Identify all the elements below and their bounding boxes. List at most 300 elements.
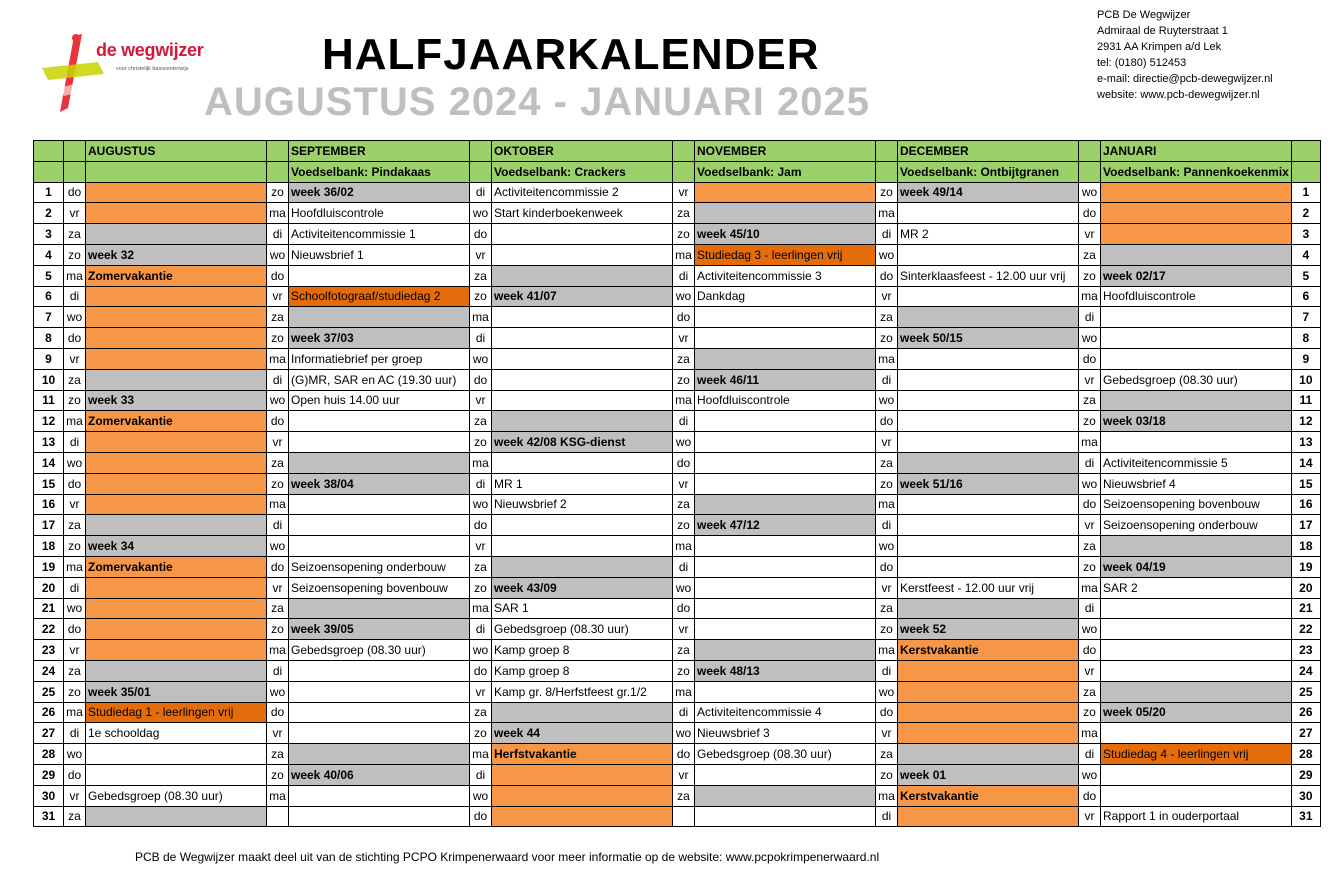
event-cell	[492, 536, 673, 557]
event-cell	[289, 744, 470, 765]
header-day-cell	[673, 161, 695, 182]
weekday-cell: za	[470, 702, 492, 723]
event-cell	[695, 806, 876, 827]
voedselbank-row	[34, 161, 1321, 182]
weekday-cell: wo	[267, 390, 289, 411]
weekday-cell: do	[470, 369, 492, 390]
month-header: JANUARI	[1101, 141, 1292, 162]
event-cell	[1101, 536, 1292, 557]
date-number: 11	[1291, 390, 1320, 411]
date-number: 4	[34, 244, 64, 265]
event-cell	[289, 265, 470, 286]
date-number: 16	[34, 494, 64, 515]
weekday-cell: wo	[64, 452, 86, 473]
weekday-cell: ma	[64, 411, 86, 432]
header-day-cell	[267, 141, 289, 162]
event-cell: week 42/08 KSG-dienst	[492, 432, 673, 453]
date-row	[34, 224, 1321, 245]
weekday-cell: di	[1079, 598, 1101, 619]
weekday-cell: za	[64, 369, 86, 390]
weekday-cell: do	[64, 764, 86, 785]
event-cell: week 45/10	[695, 224, 876, 245]
event-cell	[86, 619, 267, 640]
weekday-cell: do	[64, 619, 86, 640]
weekday-cell: do	[876, 556, 898, 577]
weekday-cell: vr	[1079, 806, 1101, 827]
weekday-cell: vr	[1079, 224, 1101, 245]
weekday-cell: ma	[267, 348, 289, 369]
weekday-cell: do	[673, 744, 695, 765]
date-number: 17	[1291, 515, 1320, 536]
weekday-cell: ma	[267, 785, 289, 806]
event-cell	[1101, 785, 1292, 806]
event-cell	[492, 515, 673, 536]
event-cell: week 50/15	[898, 328, 1079, 349]
weekday-cell: do	[470, 660, 492, 681]
event-cell: Zomervakantie	[86, 265, 267, 286]
weekday-cell: vr	[64, 785, 86, 806]
weekday-cell: vr	[64, 203, 86, 224]
weekday-cell: di	[876, 224, 898, 245]
month-header: NOVEMBER	[695, 141, 876, 162]
weekday-cell: wo	[267, 244, 289, 265]
date-number: 6	[1291, 286, 1320, 307]
event-cell: 1e schooldag	[86, 723, 267, 744]
event-cell	[1101, 432, 1292, 453]
contact-block	[1097, 7, 1273, 103]
weekday-cell: za	[876, 744, 898, 765]
weekday-cell: di	[673, 556, 695, 577]
header-day-cell	[64, 141, 86, 162]
month-header-row	[34, 141, 1321, 162]
weekday-cell: za	[1079, 681, 1101, 702]
header-day-cell	[470, 141, 492, 162]
event-cell: Gebedsgroep (08.30 uur)	[1101, 369, 1292, 390]
event-cell	[898, 598, 1079, 619]
weekday-cell: za	[1079, 244, 1101, 265]
weekday-cell: wo	[673, 577, 695, 598]
weekday-cell: do	[673, 452, 695, 473]
weekday-cell: di	[267, 224, 289, 245]
date-number: 28	[1291, 744, 1320, 765]
date-row	[34, 244, 1321, 265]
weekday-cell: vr	[470, 681, 492, 702]
event-cell	[86, 182, 267, 203]
event-cell: Activiteitencommissie 2	[492, 182, 673, 203]
event-cell	[695, 328, 876, 349]
weekday-cell: do	[267, 411, 289, 432]
event-cell: Activiteitencommissie 4	[695, 702, 876, 723]
weekday-cell: vr	[470, 390, 492, 411]
event-cell	[695, 785, 876, 806]
weekday-cell: vr	[64, 640, 86, 661]
weekday-cell: za	[1079, 390, 1101, 411]
date-row	[34, 702, 1321, 723]
event-cell	[695, 764, 876, 785]
weekday-cell	[267, 806, 289, 827]
weekday-cell: do	[876, 411, 898, 432]
event-cell: week 04/19	[1101, 556, 1292, 577]
date-number: 8	[1291, 328, 1320, 349]
event-cell: week 48/13	[695, 660, 876, 681]
event-cell	[1101, 224, 1292, 245]
date-row	[34, 452, 1321, 473]
event-cell	[289, 598, 470, 619]
event-cell: Nieuwsbrief 3	[695, 723, 876, 744]
header-day-cell	[1079, 161, 1101, 182]
event-cell	[289, 494, 470, 515]
weekday-cell: vr	[1079, 369, 1101, 390]
date-number: 2	[34, 203, 64, 224]
date-number: 15	[34, 473, 64, 494]
weekday-cell: vr	[876, 723, 898, 744]
date-row	[34, 806, 1321, 827]
page-title: HALFJAARKALENDER	[322, 30, 820, 79]
event-cell	[86, 515, 267, 536]
event-cell	[289, 536, 470, 557]
weekday-cell: za	[673, 203, 695, 224]
weekday-cell: zo	[470, 723, 492, 744]
weekday-cell: za	[64, 806, 86, 827]
event-cell	[695, 619, 876, 640]
event-cell	[492, 369, 673, 390]
weekday-cell: zo	[1079, 265, 1101, 286]
weekday-cell: vr	[64, 348, 86, 369]
weekday-cell: di	[673, 411, 695, 432]
event-cell	[86, 764, 267, 785]
weekday-cell: do	[64, 473, 86, 494]
weekday-cell: di	[876, 806, 898, 827]
date-number: 2	[1291, 203, 1320, 224]
weekday-cell: zo	[64, 681, 86, 702]
weekday-cell: vr	[673, 182, 695, 203]
weekday-cell: wo	[876, 681, 898, 702]
date-number: 9	[34, 348, 64, 369]
weekday-cell: za	[267, 307, 289, 328]
weekday-cell: zo	[470, 286, 492, 307]
event-cell: Schoolfotograaf/studiedag 2	[289, 286, 470, 307]
weekday-cell: wo	[470, 203, 492, 224]
weekday-cell: di	[64, 577, 86, 598]
weekday-cell: zo	[673, 660, 695, 681]
date-row	[34, 640, 1321, 661]
weekday-cell: wo	[1079, 473, 1101, 494]
date-number: 20	[34, 577, 64, 598]
date-row	[34, 785, 1321, 806]
event-cell	[898, 556, 1079, 577]
weekday-cell: zo	[876, 764, 898, 785]
weekday-cell: wo	[1079, 182, 1101, 203]
event-cell: Nieuwsbrief 1	[289, 244, 470, 265]
event-cell: week 43/09	[492, 577, 673, 598]
date-number: 5	[34, 265, 64, 286]
weekday-cell: za	[64, 660, 86, 681]
weekday-cell: wo	[470, 494, 492, 515]
weekday-cell: vr	[876, 577, 898, 598]
event-cell	[289, 702, 470, 723]
weekday-cell: ma	[470, 452, 492, 473]
date-number: 5	[1291, 265, 1320, 286]
event-cell: week 46/11	[695, 369, 876, 390]
weekday-cell: vr	[876, 432, 898, 453]
date-number: 29	[34, 764, 64, 785]
header-corner-cell	[1291, 161, 1320, 182]
event-cell: Seizoensopening bovenbouw	[289, 577, 470, 598]
event-cell	[289, 411, 470, 432]
event-cell: week 40/06	[289, 764, 470, 785]
event-cell: Studiedag 4 - leerlingen vrij	[1101, 744, 1292, 765]
weekday-cell: ma	[673, 536, 695, 557]
weekday-cell: ma	[1079, 723, 1101, 744]
event-cell: week 02/17	[1101, 265, 1292, 286]
weekday-cell: zo	[876, 473, 898, 494]
event-cell	[86, 640, 267, 661]
month-header: AUGUSTUS	[86, 141, 267, 162]
weekday-cell: ma	[470, 307, 492, 328]
weekday-cell: vr	[267, 723, 289, 744]
weekday-cell: di	[1079, 307, 1101, 328]
event-cell: Kerstfeest - 12.00 uur vrij	[898, 577, 1079, 598]
event-cell: Herfstvakantie	[492, 744, 673, 765]
date-number: 11	[34, 390, 64, 411]
event-cell	[1101, 619, 1292, 640]
weekday-cell: zo	[64, 244, 86, 265]
event-cell	[695, 452, 876, 473]
weekday-cell: ma	[64, 702, 86, 723]
weekday-cell: di	[470, 764, 492, 785]
weekday-cell: vr	[876, 286, 898, 307]
event-cell: week 01	[898, 764, 1079, 785]
weekday-cell: ma	[267, 494, 289, 515]
date-number: 7	[34, 307, 64, 328]
weekday-cell: ma	[673, 390, 695, 411]
event-cell: Kamp gr. 8/Herfstfeest gr.1/2	[492, 681, 673, 702]
weekday-cell: di	[64, 432, 86, 453]
event-cell: Informatiebrief per groep	[289, 348, 470, 369]
weekday-cell: di	[673, 702, 695, 723]
date-row	[34, 182, 1321, 203]
weekday-cell: vr	[673, 473, 695, 494]
weekday-cell: wo	[673, 432, 695, 453]
weekday-cell: vr	[267, 432, 289, 453]
event-cell	[289, 660, 470, 681]
weekday-cell: do	[64, 328, 86, 349]
weekday-cell: di	[64, 286, 86, 307]
event-cell	[492, 452, 673, 473]
weekday-cell: wo	[673, 723, 695, 744]
event-cell: Kerstvakantie	[898, 640, 1079, 661]
weekday-cell: vr	[673, 764, 695, 785]
event-cell: week 52	[898, 619, 1079, 640]
voedselbank-label	[86, 161, 267, 182]
weekday-cell: zo	[1079, 702, 1101, 723]
date-number: 14	[34, 452, 64, 473]
event-cell	[289, 515, 470, 536]
header-day-cell	[876, 161, 898, 182]
date-row	[34, 681, 1321, 702]
voedselbank-label: Voedselbank: Jam	[695, 161, 876, 182]
weekday-cell: vr	[673, 619, 695, 640]
event-cell	[86, 598, 267, 619]
weekday-cell: do	[267, 556, 289, 577]
event-cell	[695, 203, 876, 224]
weekday-cell: vr	[267, 577, 289, 598]
event-cell: week 34	[86, 536, 267, 557]
event-cell	[695, 494, 876, 515]
weekday-cell: ma	[267, 203, 289, 224]
event-cell: Seizoensopening bovenbouw	[1101, 494, 1292, 515]
event-cell: SAR 2	[1101, 577, 1292, 598]
date-number: 18	[1291, 536, 1320, 557]
weekday-cell: za	[64, 515, 86, 536]
contact-line: 2931 AA Krimpen a/d Lek	[1097, 41, 1222, 53]
date-row	[34, 369, 1321, 390]
date-number: 16	[1291, 494, 1320, 515]
weekday-cell: do	[470, 515, 492, 536]
event-cell: Start kinderboekenweek	[492, 203, 673, 224]
weekday-cell: di	[267, 369, 289, 390]
weekday-cell: ma	[673, 681, 695, 702]
weekday-cell: vr	[673, 328, 695, 349]
event-cell: week 38/04	[289, 473, 470, 494]
weekday-cell: za	[267, 744, 289, 765]
date-number: 27	[1291, 723, 1320, 744]
date-number: 18	[34, 536, 64, 557]
event-cell: Activiteitencommissie 5	[1101, 452, 1292, 473]
date-row	[34, 494, 1321, 515]
weekday-cell: di	[673, 265, 695, 286]
weekday-cell: zo	[876, 182, 898, 203]
event-cell: Hoofdluiscontrole	[1101, 286, 1292, 307]
weekday-cell: ma	[1079, 286, 1101, 307]
date-number: 8	[34, 328, 64, 349]
weekday-cell: ma	[470, 744, 492, 765]
weekday-cell: za	[876, 598, 898, 619]
weekday-cell: za	[876, 452, 898, 473]
event-cell	[898, 536, 1079, 557]
weekday-cell: vr	[1079, 515, 1101, 536]
event-cell	[492, 806, 673, 827]
voedselbank-label: Voedselbank: Pindakaas	[289, 161, 470, 182]
event-cell	[1101, 390, 1292, 411]
event-cell	[1101, 660, 1292, 681]
weekday-cell: ma	[1079, 432, 1101, 453]
date-number: 21	[1291, 598, 1320, 619]
weekday-cell: zo	[267, 619, 289, 640]
event-cell: week 44	[492, 723, 673, 744]
weekday-cell: di	[1079, 744, 1101, 765]
event-cell	[1101, 598, 1292, 619]
date-number: 30	[34, 785, 64, 806]
event-cell	[1101, 203, 1292, 224]
event-cell	[86, 328, 267, 349]
event-cell	[898, 515, 1079, 536]
event-cell: (G)MR, SAR en AC (19.30 uur)	[289, 369, 470, 390]
weekday-cell: zo	[876, 328, 898, 349]
date-row	[34, 577, 1321, 598]
event-cell	[1101, 764, 1292, 785]
event-cell	[492, 244, 673, 265]
event-cell	[1101, 307, 1292, 328]
weekday-cell: vr	[1079, 660, 1101, 681]
event-cell	[1101, 328, 1292, 349]
event-cell	[898, 702, 1079, 723]
date-number: 31	[34, 806, 64, 827]
event-cell	[86, 224, 267, 245]
event-cell: week 47/12	[695, 515, 876, 536]
weekday-cell: wo	[876, 536, 898, 557]
event-cell	[695, 307, 876, 328]
event-cell	[86, 452, 267, 473]
weekday-cell: zo	[673, 224, 695, 245]
event-cell	[1101, 640, 1292, 661]
weekday-cell: ma	[1079, 577, 1101, 598]
header-day-cell	[876, 141, 898, 162]
voedselbank-label: Voedselbank: Ontbijtgranen	[898, 161, 1079, 182]
event-cell: week 03/18	[1101, 411, 1292, 432]
event-cell	[492, 348, 673, 369]
date-row	[34, 536, 1321, 557]
date-number: 24	[1291, 660, 1320, 681]
weekday-cell: di	[470, 473, 492, 494]
date-number: 23	[1291, 640, 1320, 661]
event-cell	[695, 411, 876, 432]
header-corner-cell	[34, 141, 64, 162]
weekday-cell: zo	[470, 577, 492, 598]
event-cell	[86, 286, 267, 307]
weekday-cell: za	[673, 494, 695, 515]
month-header: SEPTEMBER	[289, 141, 470, 162]
event-cell: Open huis 14.00 uur	[289, 390, 470, 411]
header-corner-cell	[1291, 141, 1320, 162]
event-cell	[86, 660, 267, 681]
weekday-cell: di	[470, 328, 492, 349]
event-cell	[898, 348, 1079, 369]
event-cell	[86, 577, 267, 598]
weekday-cell: wo	[673, 286, 695, 307]
weekday-cell: za	[267, 452, 289, 473]
date-number: 26	[34, 702, 64, 723]
date-number: 25	[1291, 681, 1320, 702]
weekday-cell: do	[673, 598, 695, 619]
event-cell: week 35/01	[86, 681, 267, 702]
date-row	[34, 286, 1321, 307]
date-number: 31	[1291, 806, 1320, 827]
date-row	[34, 348, 1321, 369]
event-cell	[1101, 244, 1292, 265]
event-cell: week 33	[86, 390, 267, 411]
header-day-cell	[673, 141, 695, 162]
month-header: OKTOBER	[492, 141, 673, 162]
event-cell	[898, 806, 1079, 827]
contact-line: tel: (0180) 512453	[1097, 57, 1187, 69]
event-cell: Kamp groep 8	[492, 640, 673, 661]
event-cell: SAR 1	[492, 598, 673, 619]
event-cell	[695, 598, 876, 619]
event-cell: Zomervakantie	[86, 556, 267, 577]
event-cell: Activiteitencommissie 1	[289, 224, 470, 245]
weekday-cell: wo	[267, 681, 289, 702]
weekday-cell: za	[673, 640, 695, 661]
weekday-cell: di	[876, 660, 898, 681]
date-number: 3	[1291, 224, 1320, 245]
event-cell	[289, 723, 470, 744]
date-row	[34, 328, 1321, 349]
event-cell	[289, 432, 470, 453]
date-row	[34, 265, 1321, 286]
weekday-cell	[673, 806, 695, 827]
date-row	[34, 744, 1321, 765]
